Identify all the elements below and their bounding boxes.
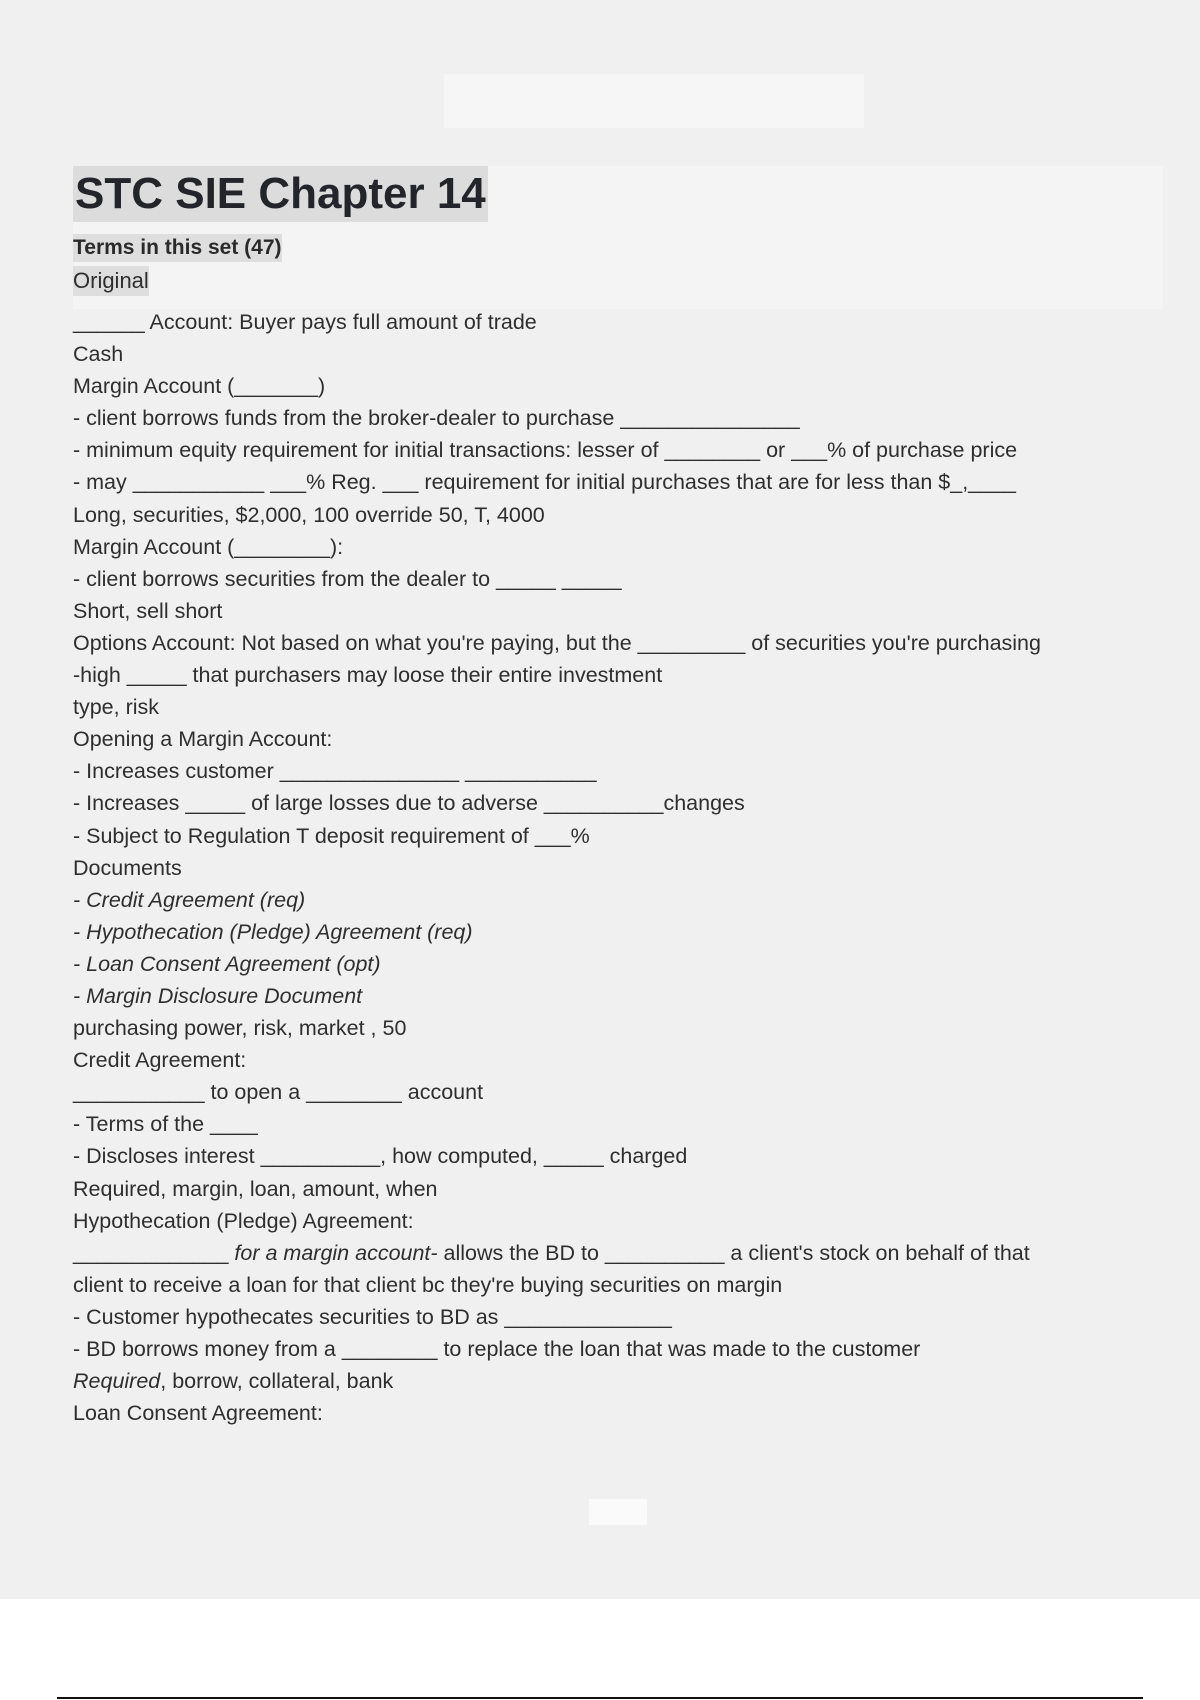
footer-rule: [57, 1697, 1143, 1699]
text-line: [73, 659, 1183, 691]
text-line: [73, 884, 1183, 916]
text-line: [73, 1397, 1183, 1429]
text-segment: Cash: [73, 342, 124, 367]
text-line: [73, 1205, 1183, 1237]
text-segment: - Loan Consent Agreement (opt): [73, 951, 381, 976]
text-segment: purchasing power, risk, market , 50: [73, 1016, 407, 1041]
text-segment: , borrow, collateral, bank: [160, 1369, 394, 1394]
text-line: [73, 531, 1183, 563]
text-segment: Loan Consent Agreement:: [73, 1401, 323, 1426]
text-line: [73, 338, 1183, 370]
text-line: [73, 1365, 1183, 1397]
text-line: [73, 306, 1183, 338]
text-segment: Required, margin, loan, amount, when: [73, 1176, 438, 1201]
text-line: [73, 1140, 1183, 1172]
text-segment: - Discloses interest __________, how computed, _____ charged: [73, 1144, 688, 1169]
text-line: [73, 1044, 1183, 1076]
text-line: [73, 980, 1183, 1012]
text-line: [73, 787, 1183, 819]
text-line: [73, 1301, 1183, 1333]
text-line: [73, 370, 1183, 402]
text-line: [73, 1012, 1183, 1044]
text-segment: - BD borrows money from a ________ to replace the loan that was made to the customer: [73, 1337, 921, 1361]
text-segment: - Increases customer _______________ ___________: [73, 759, 597, 784]
text-segment: _____________: [73, 1240, 235, 1265]
text-line: [73, 755, 1183, 787]
text-line: [73, 434, 1183, 466]
text-segment: ______ Account: Buyer pays full amount of trade: [73, 310, 537, 334]
text-segment: - may ___________ ___% Reg. ___ requirement for initial purchases that are for less than $_,____: [73, 470, 1017, 495]
text-segment: Long, securities, $2,000, 100 override 50, T, 4000: [73, 502, 545, 527]
text-line: [73, 852, 1183, 884]
text-segment: Margin Account (_______): [73, 374, 326, 399]
text-line: [73, 916, 1183, 948]
text-segment: - client borrows funds from the broker-dealer to purchase _______________: [73, 406, 800, 431]
text-segment: - Customer hypothecates securities to BD as ______________: [73, 1304, 672, 1329]
text-line: [73, 466, 1183, 498]
text-line: [73, 402, 1183, 434]
text-segment: - Credit Agreement (req): [73, 887, 306, 912]
faded-header-box: [444, 74, 864, 128]
text-line: [73, 723, 1183, 755]
text-segment: Margin Account (________):: [73, 534, 344, 559]
text-line: [73, 948, 1183, 980]
text-segment: - Hypothecation (Pledge) Agreement (req): [73, 919, 473, 944]
text-segment: -high _____ that purchasers may loose their entire investment: [73, 663, 663, 688]
text-line: [73, 1076, 1183, 1108]
text-segment: Credit Agreement:: [73, 1048, 247, 1073]
text-segment: for a margin account-: [234, 1240, 438, 1265]
text-segment: Short, sell short: [73, 598, 223, 623]
text-line: [73, 820, 1183, 852]
text-line: [73, 499, 1183, 531]
text-line: [73, 1108, 1183, 1140]
faded-footer-box: [589, 1499, 647, 1525]
text-segment: Opening a Margin Account:: [73, 727, 333, 752]
text-line: [73, 691, 1183, 723]
text-line: [73, 1173, 1183, 1205]
text-segment: - Terms of the ____: [73, 1112, 258, 1137]
text-segment: Required: [73, 1369, 161, 1394]
text-segment: - Increases _____ of large losses due to adverse __________changes: [73, 791, 745, 816]
text-segment: - Subject to Regulation T deposit requirement of ___%: [73, 823, 590, 848]
sort-label: Original: [73, 266, 149, 296]
text-segment: Documents: [73, 855, 182, 880]
text-segment: client to receive a loan for that client bc they're buying securities on margin: [73, 1272, 783, 1297]
text-segment: - client borrows securities from the dealer to _____ _____: [73, 566, 622, 591]
text-line: [73, 1333, 1183, 1365]
text-line: [73, 627, 1183, 659]
page-title: STC SIE Chapter 14: [73, 166, 488, 222]
text-segment: Hypothecation (Pledge) Agreement:: [73, 1208, 414, 1233]
text-line: [73, 1269, 1183, 1301]
text-line: [73, 1237, 1183, 1269]
text-segment: Options Account: Not based on what you're paying, but the _________ of securities you're purchasing: [73, 630, 1041, 655]
text-segment: type, risk: [73, 695, 160, 720]
text-segment: - Margin Disclosure Document: [73, 983, 363, 1008]
terms-count: Terms in this set (47): [73, 234, 282, 262]
flashcard-text: [73, 306, 1183, 1429]
text-line: [73, 595, 1183, 627]
text-segment: ___________ to open a ________ account: [73, 1080, 484, 1105]
text-segment: allows the BD to __________ a client's stock on behalf of that: [437, 1240, 1030, 1265]
text-line: [73, 563, 1183, 595]
text-segment: - minimum equity requirement for initial transactions: lesser of ________ or ___% of purchase price: [73, 438, 1018, 463]
